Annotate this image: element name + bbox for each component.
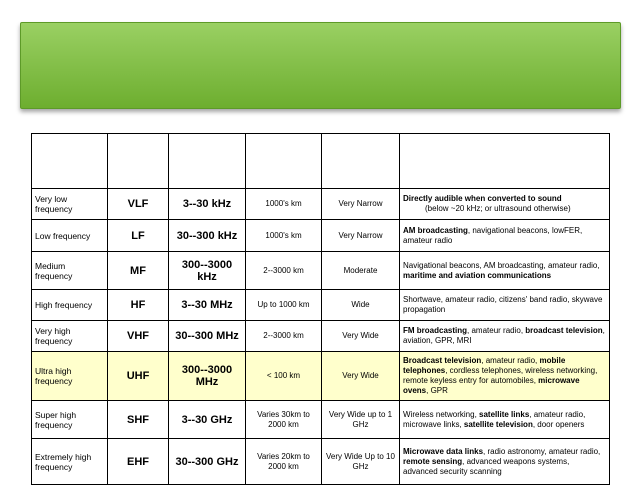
table-row <box>32 220 610 252</box>
band-bandwidth: Very Narrow <box>322 220 400 252</box>
uses-bold: Directly audible when converted to sound <box>403 194 562 203</box>
header-row <box>32 134 610 189</box>
band-wavelength: Varies 20km to 2000 km <box>246 439 322 485</box>
uses-bold: satellite television <box>463 419 533 429</box>
title-banner <box>20 22 621 109</box>
band-bandwidth: Moderate <box>322 252 400 290</box>
band-frequency: 30--300 MHz <box>169 321 246 352</box>
band-bandwidth: Wide <box>322 290 400 321</box>
header-cell <box>322 134 400 189</box>
uses-text: , advanced weapons systems, advanced security scanning <box>403 456 570 476</box>
table-row <box>32 290 610 321</box>
band-abbr: LF <box>108 220 169 252</box>
uses-text: , radio astronomy, amateur radio, <box>483 446 601 456</box>
table-row <box>32 321 610 352</box>
uses-text: Wireless networking, <box>403 409 480 419</box>
table-row <box>32 439 610 485</box>
table-row <box>32 252 610 290</box>
header-cell <box>246 134 322 189</box>
uses-text: , amateur radio, <box>481 356 540 365</box>
uses-text: , amateur radio, <box>467 326 526 335</box>
band-wavelength: 2--3000 km <box>246 252 322 290</box>
band-frequency: 30--300 GHz <box>169 439 246 485</box>
band-bandwidth: Very Wide up to 1 GHz <box>322 401 400 439</box>
uses-text: (below ~20 kHz; or ultrasound otherwise) <box>425 204 571 213</box>
uses-bold: AM broadcasting <box>403 225 468 235</box>
band-bandwidth: Very Wide <box>322 352 400 401</box>
band-wavelength: Varies 30km to 2000 km <box>246 401 322 439</box>
uses-bold: Broadcast television <box>403 356 482 365</box>
table-row-highlighted <box>32 352 610 401</box>
band-abbr: SHF <box>108 401 169 439</box>
band-frequency: 3--30 kHz <box>169 189 246 220</box>
band-bandwidth: Very Wide Up to 10 GHz <box>322 439 400 485</box>
band-name: Very high frequency <box>32 321 108 352</box>
band-wavelength: 2--3000 km <box>246 321 322 352</box>
band-uses <box>400 401 610 439</box>
band-abbr: EHF <box>108 439 169 485</box>
band-wavelength: 1000's km <box>246 189 322 220</box>
band-abbr: MF <box>108 252 169 290</box>
uses-bold: remote sensing <box>403 456 463 466</box>
header-cell <box>400 134 610 189</box>
header-cell <box>108 134 169 189</box>
band-wavelength: Up to 1000 km <box>246 290 322 321</box>
band-uses <box>400 252 610 290</box>
band-name: Ultra high frequency <box>32 352 108 401</box>
band-uses <box>400 352 610 401</box>
uses-text: , door openers <box>532 419 585 429</box>
band-frequency: 3--30 MHz <box>169 290 246 321</box>
header-cell <box>32 134 108 189</box>
band-frequency: 300--3000 kHz <box>169 252 246 290</box>
uses-bold: microwave ovens <box>403 376 580 395</box>
uses-text: , cordless telephones, wireless networking, remote keyless entry for automobiles, <box>403 366 598 385</box>
band-uses: Shortwave, amateur radio, citizens' band radio, skywave propagation <box>400 290 610 321</box>
uses-text: , amateur radio, microwave links, <box>403 409 586 429</box>
uses-text: , GPR <box>426 386 448 395</box>
band-uses <box>400 189 610 220</box>
band-abbr: HF <box>108 290 169 321</box>
band-uses <box>400 321 610 352</box>
band-name: High frequency <box>32 290 108 321</box>
uses-bold: broadcast television <box>525 326 603 335</box>
band-abbr: VHF <box>108 321 169 352</box>
uses-bold: FM broadcasting <box>403 326 468 335</box>
table-row <box>32 401 610 439</box>
band-frequency: 3--30 GHz <box>169 401 246 439</box>
band-uses <box>400 220 610 252</box>
band-wavelength: 1000's km <box>246 220 322 252</box>
band-wavelength: < 100 km <box>246 352 322 401</box>
uses-bold: satellite links <box>479 409 530 419</box>
uses-bold: maritime and aviation communications <box>403 270 552 280</box>
band-name: Low frequency <box>32 220 108 252</box>
band-name: Very low frequency <box>32 189 108 220</box>
band-name: Super high frequency <box>32 401 108 439</box>
uses-text: , navigational beacons, lowFER, amateur radio <box>403 225 583 245</box>
uses-bold: Microwave data links <box>403 446 484 456</box>
uses-text: Navigational beacons, AM broadcasting, amateur radio, <box>403 260 600 270</box>
band-abbr: VLF <box>108 189 169 220</box>
band-name: Extremely high frequency <box>32 439 108 485</box>
header-cell <box>169 134 246 189</box>
uses-bold: mobile telephones <box>403 356 566 375</box>
band-name: Medium frequency <box>32 252 108 290</box>
band-uses <box>400 439 610 485</box>
band-abbr: UHF <box>108 352 169 401</box>
band-frequency: 300--3000 MHz <box>169 352 246 401</box>
band-frequency: 30--300 kHz <box>169 220 246 252</box>
frequency-bands-table <box>31 133 610 485</box>
table-row <box>32 189 610 220</box>
band-bandwidth: Very Narrow <box>322 189 400 220</box>
uses-text: , aviation, GPR, MRI <box>403 326 605 345</box>
band-bandwidth: Very Wide <box>322 321 400 352</box>
